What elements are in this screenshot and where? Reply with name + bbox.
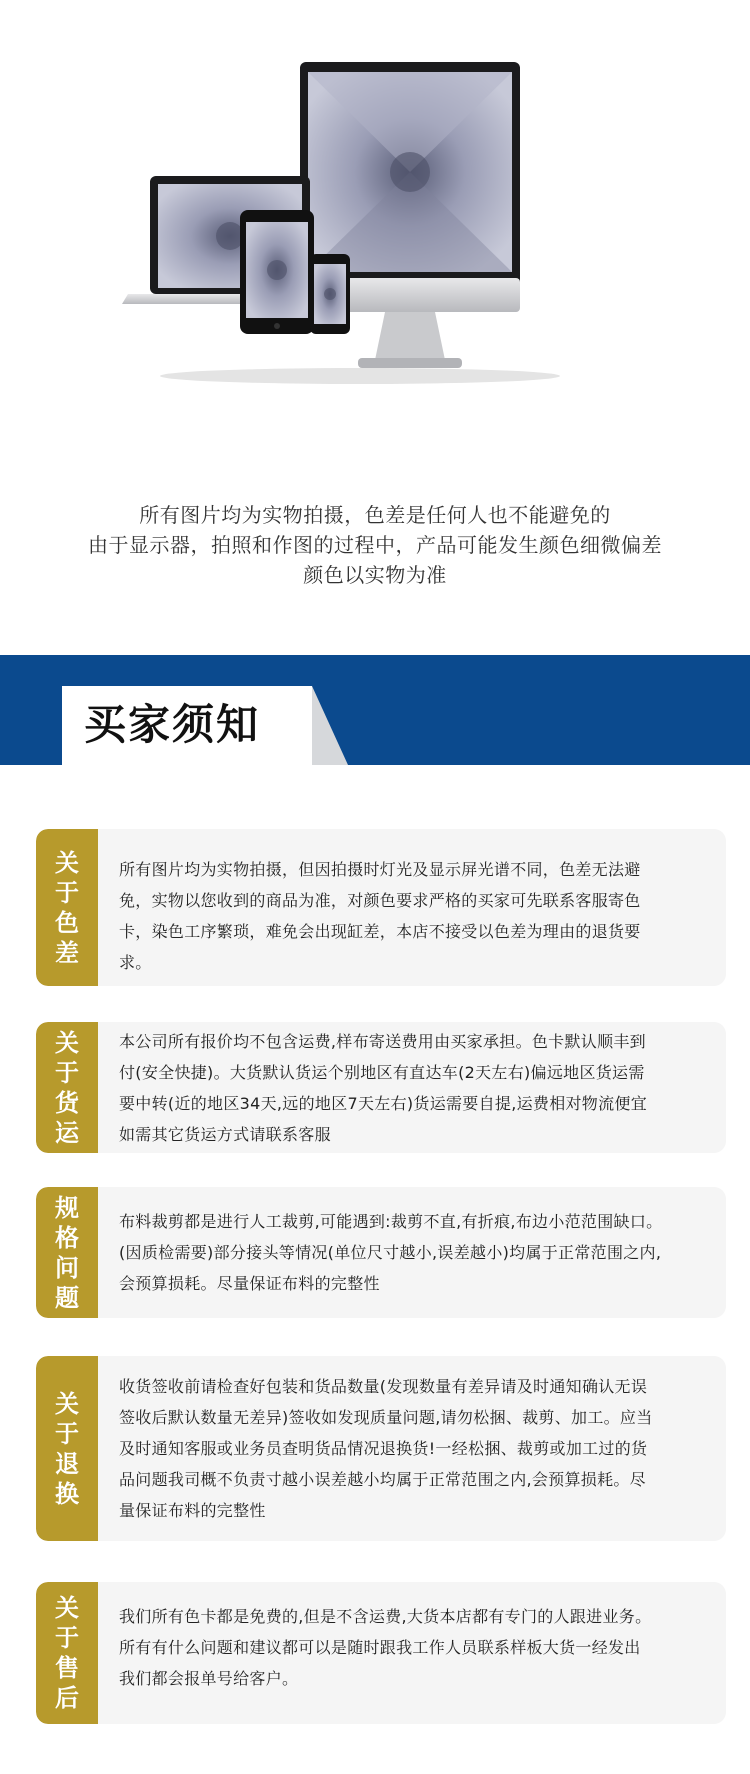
notice-label: 关于货运 — [36, 1022, 98, 1153]
notice-line: 布料裁剪都是进行人工裁剪,可能遇到:裁剪不直,有折痕,布边小范范围缺口。 — [119, 1212, 663, 1231]
disclaimer-line: 由于显示器，拍照和作图的过程中，产品可能发生颜色细微偏差 — [88, 533, 662, 557]
notice-line: 求。 — [119, 953, 152, 972]
notice-line: 要中转(近的地区34天,远的地区7天左右)货运需要自提,运费相对物流便宜 — [119, 1094, 647, 1113]
notice-text — [119, 1026, 686, 1150]
notice-line: 我们所有色卡都是免费的,但是不含运费,大货本店都有专门的人跟进业务。 — [119, 1607, 652, 1626]
notice-line: 本公司所有报价均不包含运费,样布寄送费用由买家承担。色卡默认顺丰到 — [119, 1032, 646, 1051]
notice-line: 所有图片均为实物拍摄，但因拍摄时灯光及显示屏光谱不同，色差无法避 — [119, 860, 641, 879]
notice-label: 关于色差 — [36, 829, 98, 986]
notice-card-specifications — [36, 1187, 726, 1318]
notice-line: 所有有什么问题和建议都可以是随时跟我工作人员联系样板大货一经发出 — [119, 1638, 641, 1657]
notice-line: 品问题我司概不负责寸越小误差越小均属于正常范围之内,会预算损耗。尽 — [119, 1470, 646, 1489]
notice-line: 免，实物以您收到的商品为准，对颜色要求严格的买家可先联系客服寄色 — [119, 891, 641, 910]
notice-label: 关于售后 — [36, 1582, 98, 1724]
notice-line: (因质检需要)部分接头等情况(单位尺寸越小,误差越小)均属于正常范围之内, — [119, 1243, 662, 1262]
section-title: 买家须知 — [84, 700, 261, 749]
notice-line: 量保证布料的完整性 — [119, 1501, 266, 1520]
notice-line: 如需其它货运方式请联系客服 — [119, 1125, 331, 1144]
hero-image — [0, 0, 750, 430]
devices-illustration — [120, 60, 600, 390]
notice-card-shipping — [36, 1022, 726, 1153]
notice-text — [119, 1371, 686, 1526]
notice-line: 及时通知客服或业务员查明货品情况退换货!一经松捆、裁剪或加工过的货 — [119, 1439, 648, 1458]
color-disclaimer — [0, 500, 750, 590]
notice-line: 签收后默认数量无差异)签收如发现质量问题,请勿松捆、裁剪、加工。应当 — [119, 1408, 653, 1427]
disclaimer-line: 颜色以实物为准 — [303, 563, 447, 587]
notice-text — [119, 1601, 686, 1694]
notice-line: 会预算损耗。尽量保证布料的完整性 — [119, 1274, 380, 1293]
notice-card-color-difference — [36, 829, 726, 986]
notice-label: 关于退换 — [36, 1356, 98, 1541]
notice-text — [119, 1206, 686, 1299]
notice-line: 收货签收前请检查好包装和货品数量(发现数量有差异请及时通知确认无误 — [119, 1377, 648, 1396]
notice-label: 规格问题 — [36, 1187, 98, 1318]
banner-fold-decoration — [312, 686, 348, 765]
notice-card-after-sales — [36, 1582, 726, 1724]
notice-line: 付(安全快捷)。大货默认货运个别地区有直达车(2天左右)偏远地区货运需 — [119, 1063, 645, 1082]
notice-card-returns — [36, 1356, 726, 1541]
notice-line: 我们都会报单号给客户。 — [119, 1669, 299, 1688]
notice-text — [119, 854, 686, 978]
disclaimer-line: 所有图片均为实物拍摄，色差是任何人也不能避免的 — [139, 503, 611, 527]
notice-line: 卡，染色工序繁琐，难免会出现缸差，本店不接受以色差为理由的退货要 — [119, 922, 641, 941]
